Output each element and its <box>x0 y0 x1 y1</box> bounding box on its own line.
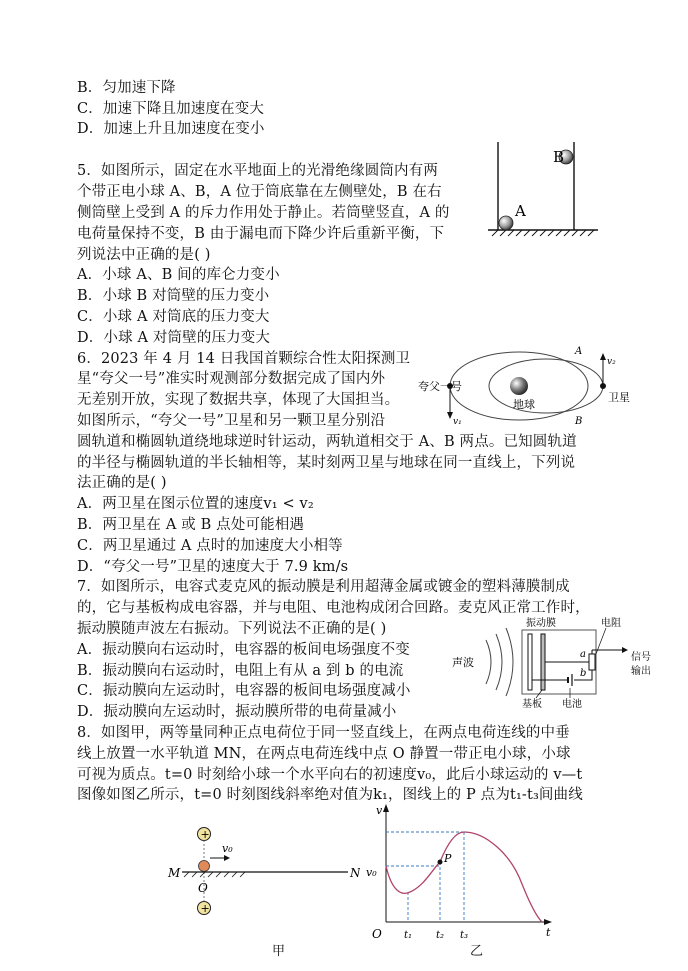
q5-stem-4: 电荷量保持不变，B 由于漏电而下降少许后重新平衡，下 <box>77 226 445 242</box>
label-t3: t₃ <box>460 930 469 941</box>
label-p: P <box>444 852 452 865</box>
label-point-a: a <box>580 649 586 660</box>
label-o: O <box>198 881 208 895</box>
q6-option-a: A．两卫星在图示位置的速度v₁ < v₂ <box>77 496 314 512</box>
option-d-q4: D．加速上升且加速度在变小 <box>77 121 265 137</box>
label-v-axis: v <box>376 804 383 817</box>
q8-stem-3: 可视为质点。t=0 时刻给小球一个水平向右的初速度v₀，此后小球运动的 v—t <box>77 767 583 783</box>
elliptical-orbit <box>489 359 603 413</box>
label-point-a: A <box>575 346 583 357</box>
q6-option-d: D．“夸父一号”卫星的速度大于 7.9 km/s <box>77 559 349 575</box>
q7-option-c: C．振动膜向左运动时，电容器的板间电场强度减小 <box>77 683 411 699</box>
label-satellite: 卫星 <box>608 391 630 404</box>
q5-stem-2: 个带正电小球 A、B，A 位于筒底靠在左侧壁处，B 在右 <box>77 184 442 200</box>
label-resistor: 电阻 <box>601 618 621 629</box>
label-battery: 电池 <box>562 699 582 710</box>
q8-stem-1: 8．如图甲，两等量同种正点电荷位于同一竖直线上，在两点电荷连线的中垂 <box>77 725 570 741</box>
ground-hatching <box>492 230 594 236</box>
sound-wave-arc-3 <box>506 628 513 696</box>
signal-output-arrow <box>622 647 628 653</box>
q7-option-b: B．振动膜向右运动时，电阻上有从 a 到 b 的电流 <box>77 663 404 679</box>
figure-q5-cylinder <box>486 136 604 244</box>
track-hatching <box>184 872 245 877</box>
charged-ball <box>199 861 210 872</box>
q5-option-b: B．小球 B 对筒壁的压力变小 <box>77 288 270 304</box>
figure-q8-b-vt-graph <box>362 800 562 946</box>
q7-stem-3: 振动膜随声波左右振动。下列说法不正确的是( ) <box>77 621 387 637</box>
option-b-q4: B．匀加速下降 <box>77 80 176 96</box>
label-v1: v₁ <box>453 417 462 427</box>
q7-option-a: A．振动膜向右运动时，电容器的板间电场强度不变 <box>77 642 410 658</box>
q7-stem-1: 7．如图所示，电容式麦克风的振动膜是利用超薄金属或镀金的塑料薄膜制成 <box>77 579 570 595</box>
label-m: M <box>168 866 181 880</box>
caption-jia: 甲 <box>272 944 286 959</box>
label-origin: O <box>372 927 382 941</box>
q6-stem-4: 如图所示，“夸父一号”卫星和另一颗卫星分别沿 <box>77 413 386 429</box>
label-ball-a: A <box>515 202 526 220</box>
label-t2: t₂ <box>436 930 445 941</box>
q6-stem-5: 圆轨道和椭圆轨道绕地球逆时针运动，两轨道相交于 A、B 两点。已知圆轨道 <box>77 434 577 450</box>
label-sound-wave: 声波 <box>452 656 474 669</box>
q6-stem-7: 法正确的是( ) <box>77 475 167 491</box>
label-kuafu: 夸父一号 <box>418 380 462 393</box>
q7-stem-2: 的，它与基板构成电容器，并与电阻、电池构成闭合回路。麦克风正常工作时， <box>77 600 590 616</box>
figure-q7-microphone <box>446 614 666 710</box>
label-n: N <box>350 866 360 880</box>
label-t1: t₁ <box>404 930 413 941</box>
q6-stem-3: 无差别开放，实现了数据共享，体现了大国担当。 <box>77 392 400 408</box>
label-output: 输出 <box>631 666 651 677</box>
label-ball-b: B <box>553 148 565 166</box>
figure-q8-a-charges <box>160 822 360 922</box>
q5-option-c: C．小球 A 对筒底的压力变大 <box>77 309 270 325</box>
label-membrane: 振动膜 <box>526 618 556 629</box>
label-v2: v₂ <box>607 357 616 367</box>
q7-option-d: D．振动膜向左运动时，振动膜所带的电荷量减小 <box>77 704 397 720</box>
resistor <box>589 654 595 670</box>
label-point-b: b <box>580 668 587 679</box>
base-plate <box>541 634 545 690</box>
q5-stem-1: 5．如图所示，固定在水平地面上的光滑绝缘圆筒内有两 <box>77 163 438 179</box>
caption-yi: 乙 <box>470 944 484 959</box>
q5-stem-5: 列说法中正确的是( ) <box>77 247 211 263</box>
membrane <box>528 634 532 690</box>
label-v0: v₀ <box>366 866 377 879</box>
label-t-axis: t <box>546 926 551 939</box>
satellite-other-dot <box>600 383 606 389</box>
ball-a <box>499 216 513 230</box>
sound-wave-arc-2 <box>496 634 502 690</box>
charge-top-sign: + <box>200 828 210 841</box>
q8-stem-2: 线上放置一水平轨道 MN，在两点电荷连线中点 O 静置一带正电小球，小球 <box>77 746 571 762</box>
q8-stem-4: 图像如图乙所示，t=0 时刻图线斜率绝对值为k₁，图线上的 P 点为t₁-t₃间曲线 <box>77 787 583 803</box>
label-point-b: B <box>575 416 583 427</box>
label-base: 基板 <box>522 699 542 710</box>
label-signal: 信号 <box>631 652 651 663</box>
option-c-q4: C．加速下降且加速度在变大 <box>77 101 265 117</box>
charge-bottom-sign: + <box>200 902 210 915</box>
label-earth: 地球 <box>513 398 535 411</box>
earth <box>510 377 528 395</box>
figure-q6-orbits <box>416 342 638 428</box>
q6-option-c: C．两卫星通过 A 点时的加速度大小相等 <box>77 538 343 554</box>
q6-stem-2: 星“夸父一号”准实时观测部分数据完成了国内外 <box>77 371 386 387</box>
q6-option-b: B．两卫星在 A 或 B 点处可能相遇 <box>77 517 305 533</box>
sound-wave-arc-1 <box>486 640 491 684</box>
label-v0: v₀ <box>222 842 233 855</box>
q5-option-d: D．小球 A 对筒壁的压力变大 <box>77 330 271 346</box>
point-p <box>438 860 443 865</box>
q6-stem-1: 6．2023 年 4 月 14 日我国首颗综合性太阳探测卫 <box>77 351 411 367</box>
q6-stem-6: 的半径与椭圆轨道的半长轴相等，某时刻两卫星与地球在同一直线上，下列说 <box>77 455 576 471</box>
q5-option-a: A．小球 A、B 间的库仑力变小 <box>77 267 280 283</box>
q5-stem-3: 侧筒壁上受到 A 的斥力作用处于静止。若筒壁竖直，A 的 <box>77 205 450 221</box>
